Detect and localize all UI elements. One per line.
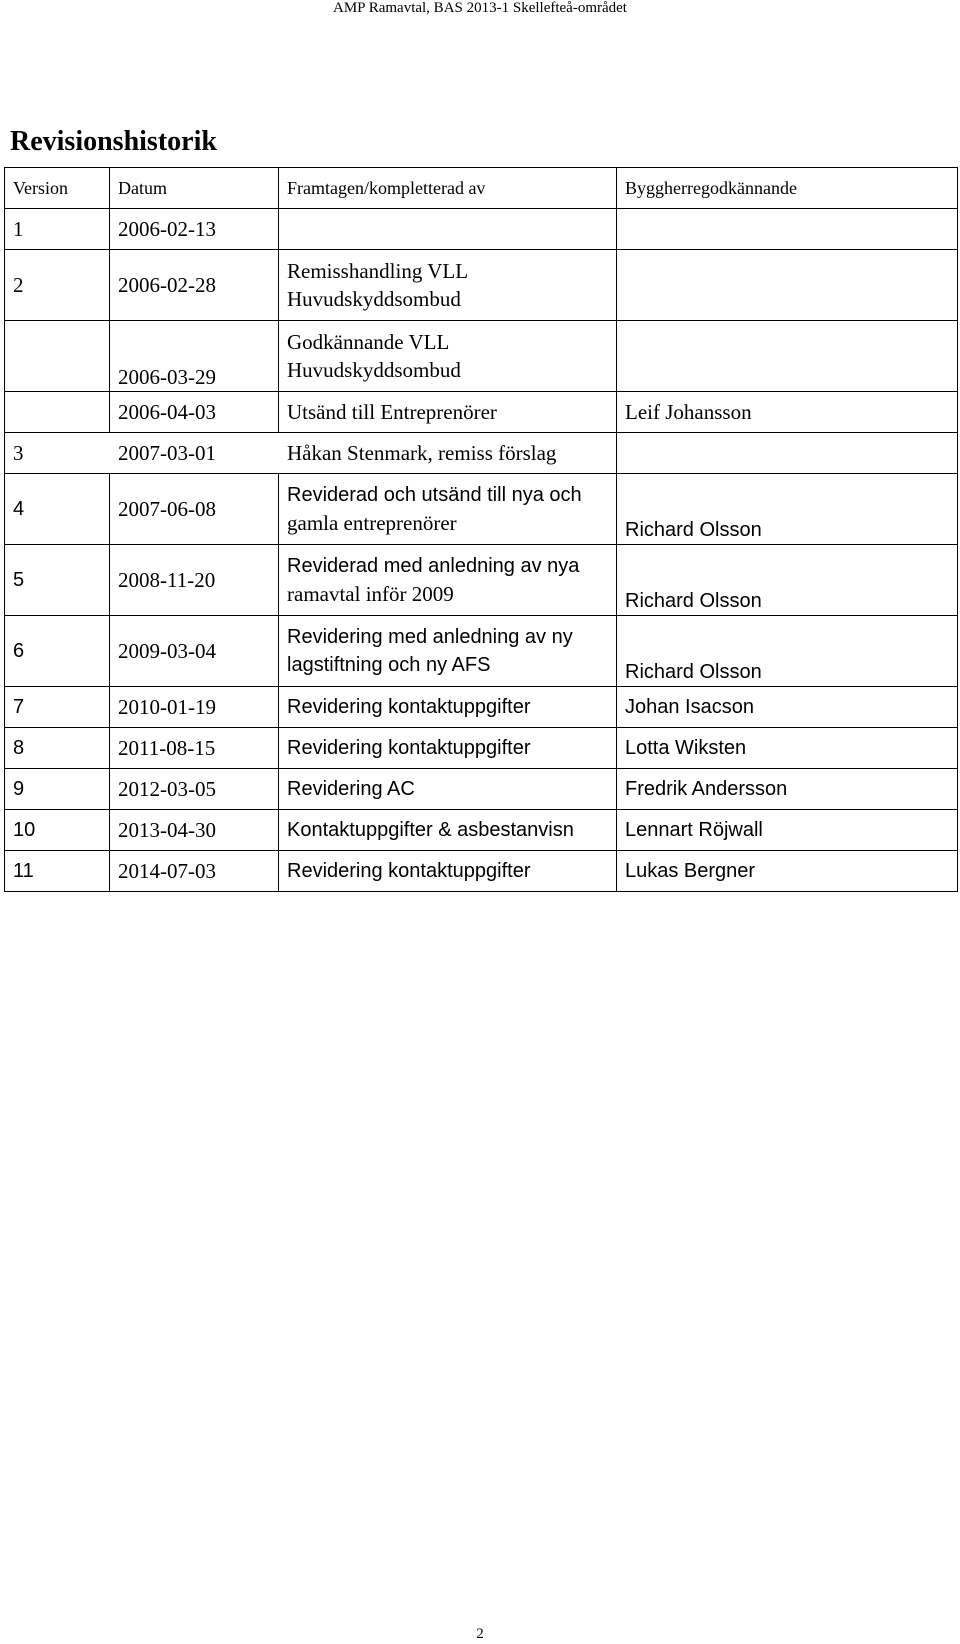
cell-version <box>5 321 110 392</box>
cell-author-line: Godkännande VLL <box>287 330 450 354</box>
cell-approval <box>617 321 958 392</box>
cell-approval <box>617 433 958 474</box>
cell-date: 2014-07-03 <box>110 851 279 892</box>
cell-approval <box>617 250 958 321</box>
cell-approval: Richard Olsson <box>617 474 958 545</box>
cell-author: Revidering kontaktuppgifter <box>279 728 617 769</box>
table-row <box>5 769 958 810</box>
cell-author: Kontaktuppgifter & asbestanvisn <box>279 810 617 851</box>
table-row <box>5 209 958 250</box>
table-row <box>5 687 958 728</box>
cell-author-line: Remisshandling VLL <box>287 259 469 283</box>
cell-author: Revidering kontaktuppgifter <box>279 687 617 728</box>
cell-version: 11 <box>5 851 110 892</box>
table-row <box>5 250 958 321</box>
column-header-version: Version <box>5 168 110 209</box>
cell-author-line: Revidering med anledning av ny <box>287 626 573 648</box>
page-number: 2 <box>476 1626 484 1642</box>
table-row <box>5 810 958 851</box>
cell-date: 2010-01-19 <box>110 687 279 728</box>
cell-author <box>279 616 617 687</box>
cell-author <box>279 321 617 392</box>
cell-author-line: lagstiftning och ny AFS <box>287 654 491 676</box>
cell-author-line: ramavtal inför 2009 <box>287 582 454 606</box>
table-row <box>5 474 958 545</box>
cell-date: 2006-04-03 <box>110 392 279 433</box>
cell-version: 1 <box>5 209 110 250</box>
cell-author-line: Huvudskyddsombud <box>287 287 461 311</box>
cell-version: 4 <box>5 474 110 545</box>
cell-author-line: Reviderad med anledning av nya <box>287 555 580 577</box>
page-header: AMP Ramavtal, BAS 2013-1 Skellefteå-området <box>333 0 627 16</box>
table-row <box>5 433 958 474</box>
cell-date: 2011-08-15 <box>110 728 279 769</box>
column-header-author: Framtagen/kompletterad av <box>279 168 617 209</box>
cell-merged <box>5 433 617 474</box>
cell-author <box>279 545 617 616</box>
cell-version: 3 <box>13 441 24 465</box>
cell-version: 8 <box>5 728 110 769</box>
cell-version: 7 <box>5 687 110 728</box>
cell-date: 2006-03-29 <box>110 321 279 392</box>
cell-approval: Leif Johansson <box>617 392 958 433</box>
cell-date: 2007-03-01 <box>118 441 216 465</box>
cell-version: 6 <box>5 616 110 687</box>
column-header-date: Datum <box>110 168 279 209</box>
cell-approval: Lotta Wiksten <box>617 728 958 769</box>
cell-date: 2006-02-13 <box>110 209 279 250</box>
cell-version: 2 <box>5 250 110 321</box>
cell-author: Utsänd till Entreprenörer <box>279 392 617 433</box>
column-header-approval: Byggherregodkännande <box>617 168 958 209</box>
cell-date: 2006-02-28 <box>110 250 279 321</box>
cell-approval: Richard Olsson <box>617 616 958 687</box>
cell-approval: Fredrik Andersson <box>617 769 958 810</box>
cell-version <box>5 392 110 433</box>
table-row <box>5 392 958 433</box>
table-row <box>5 545 958 616</box>
cell-date: 2007-06-08 <box>110 474 279 545</box>
cell-version: 10 <box>5 810 110 851</box>
cell-date: 2013-04-30 <box>110 810 279 851</box>
cell-date: 2009-03-04 <box>110 616 279 687</box>
cell-author-line: gamla entreprenörer <box>287 511 457 535</box>
cell-author-line: Reviderad och utsänd till nya och <box>287 484 582 506</box>
table-row <box>5 851 958 892</box>
page-title: Revisionshistorik <box>10 126 217 157</box>
table-row <box>5 728 958 769</box>
cell-author <box>279 209 617 250</box>
cell-version: 9 <box>5 769 110 810</box>
cell-date: 2012-03-05 <box>110 769 279 810</box>
table-row <box>5 321 958 392</box>
revision-table <box>4 167 958 892</box>
cell-approval: Johan Isacson <box>617 687 958 728</box>
cell-author: Revidering kontaktuppgifter <box>279 851 617 892</box>
cell-approval: Richard Olsson <box>617 545 958 616</box>
table-row <box>5 616 958 687</box>
cell-date: 2008-11-20 <box>110 545 279 616</box>
cell-author: Revidering AC <box>279 769 617 810</box>
cell-version: 5 <box>5 545 110 616</box>
cell-author <box>279 250 617 321</box>
cell-author: Håkan Stenmark, remiss förslag <box>287 441 557 465</box>
table-header-row <box>5 168 958 209</box>
cell-author <box>279 474 617 545</box>
cell-approval: Lennart Röjwall <box>617 810 958 851</box>
cell-author-line: Huvudskyddsombud <box>287 358 461 382</box>
cell-approval <box>617 209 958 250</box>
cell-approval: Lukas Bergner <box>617 851 958 892</box>
